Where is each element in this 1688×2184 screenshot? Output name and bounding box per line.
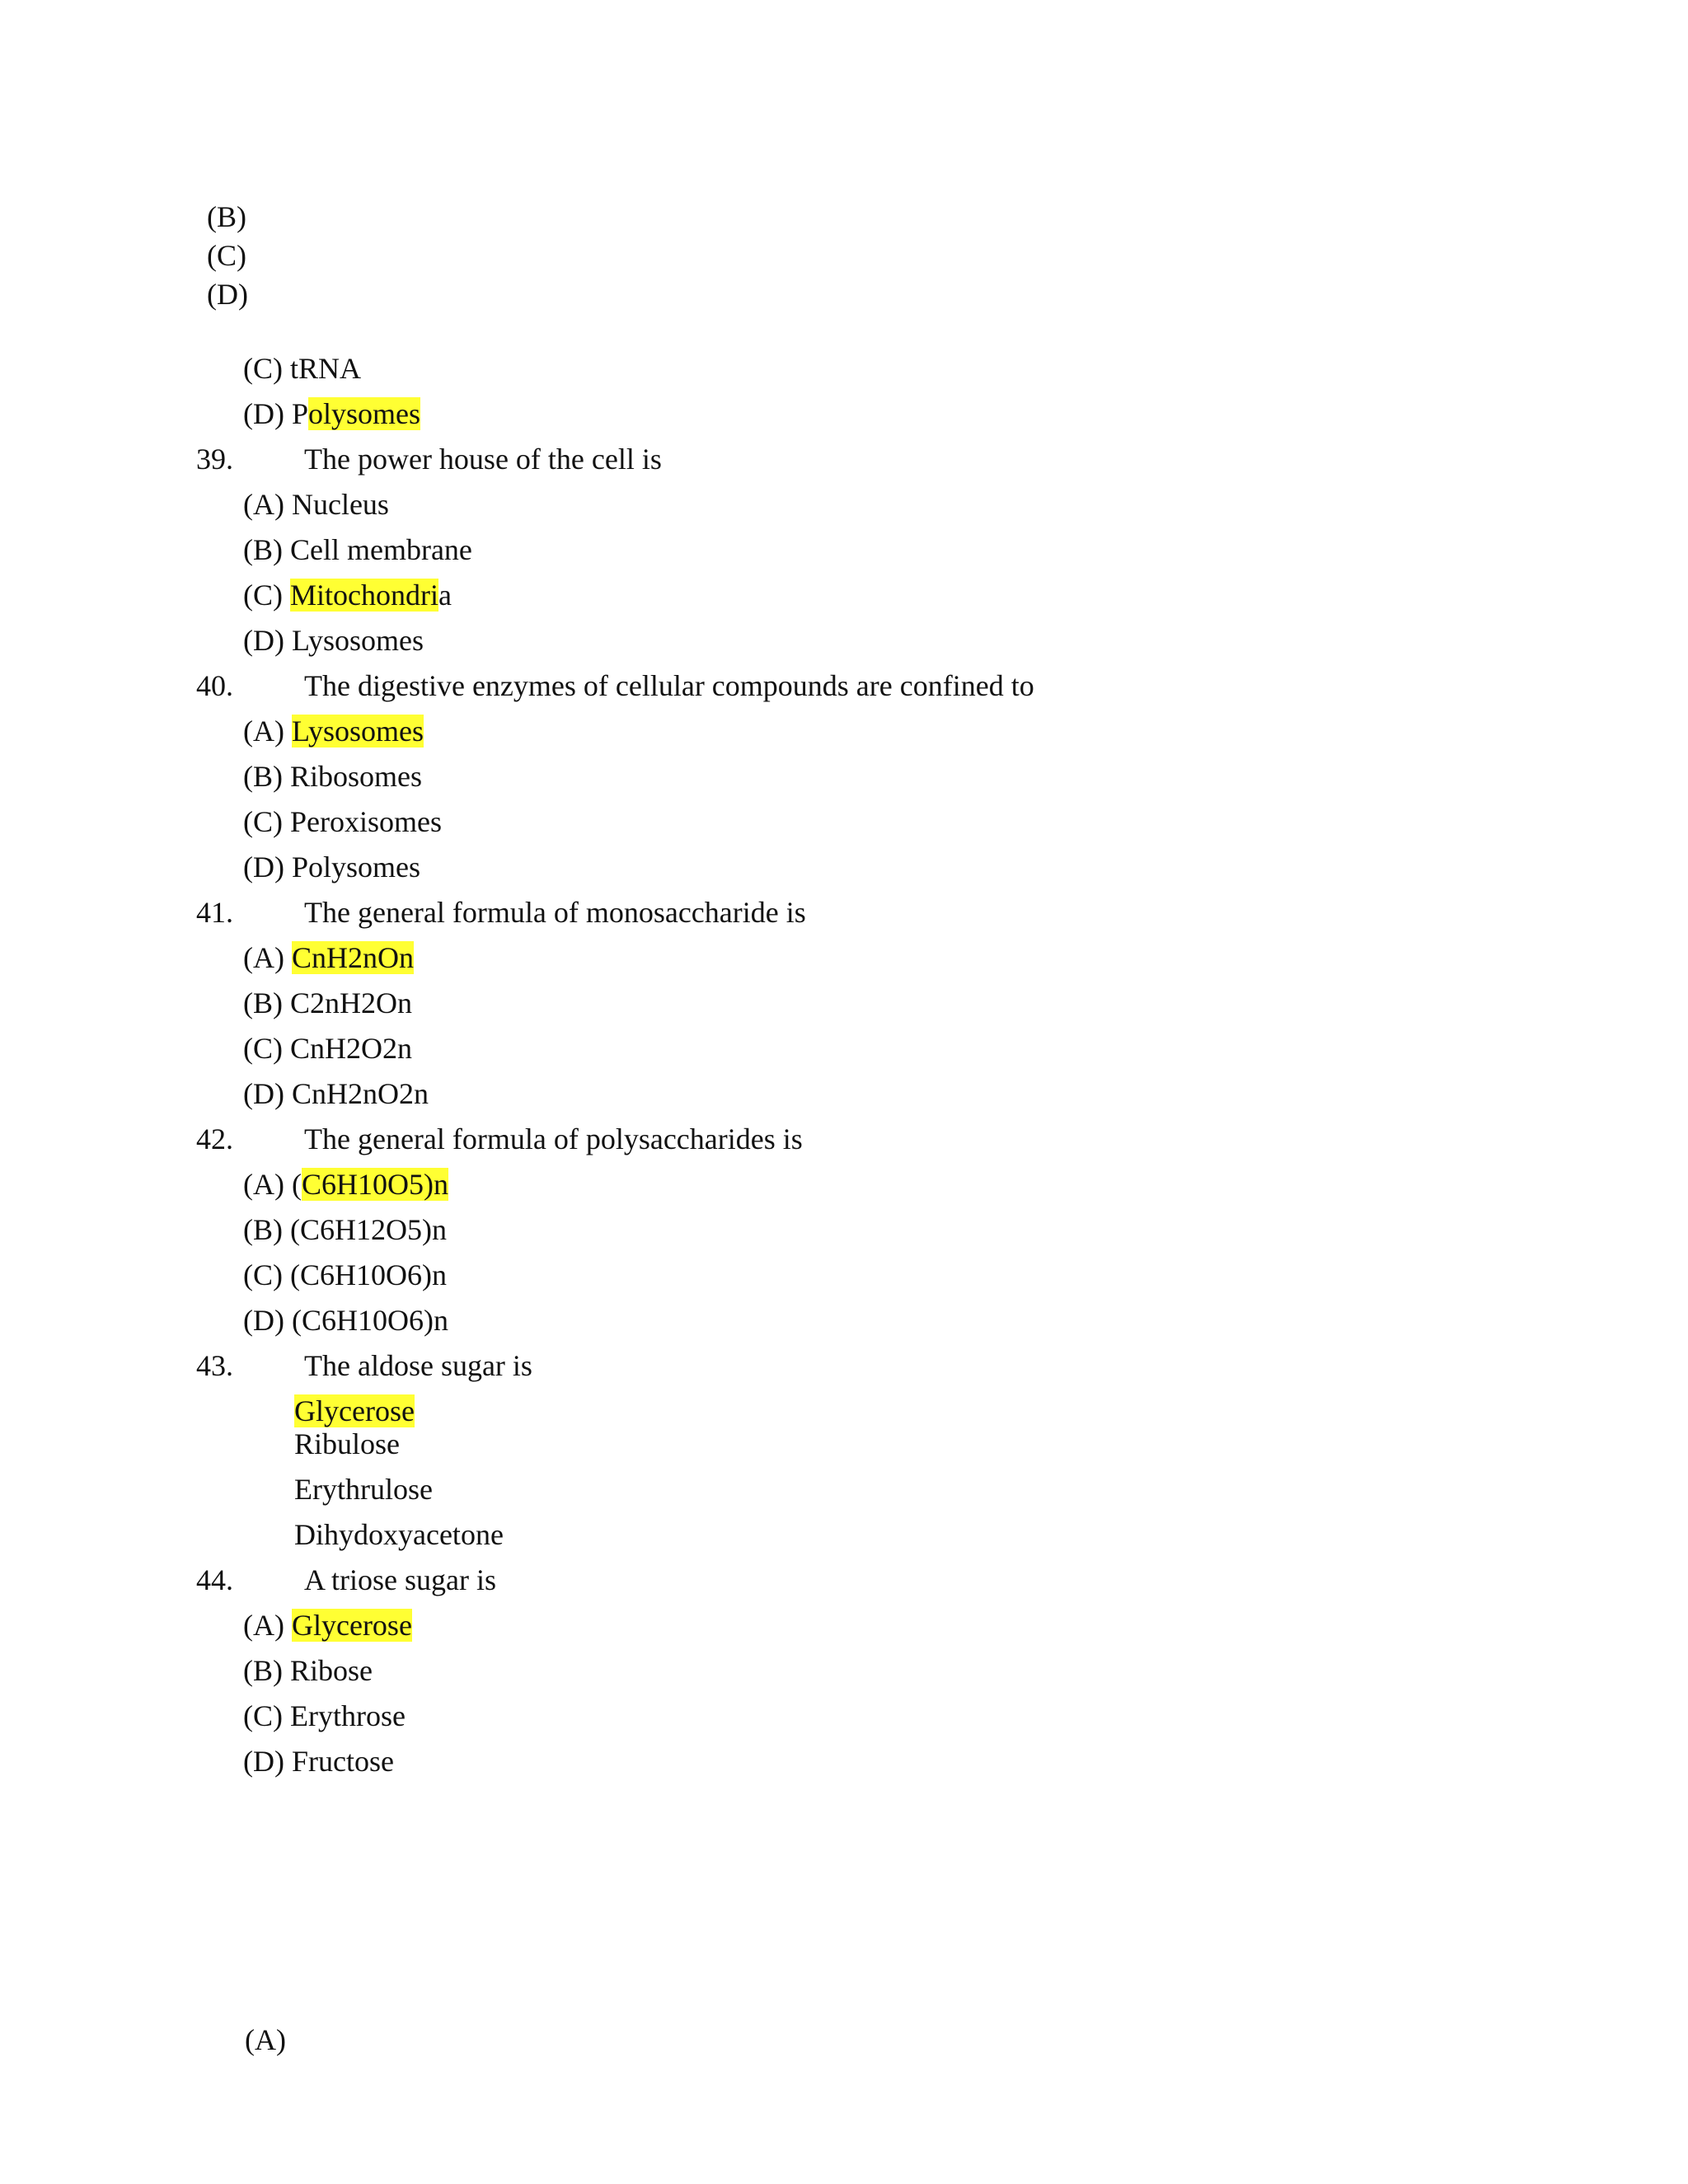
question-text: The digestive enzymes of cellular compounds are confined to [304,669,1034,702]
question-44 [196,1562,496,1598]
q44-option-d [243,1743,394,1779]
answer-highlight: Mitochondri [290,579,438,612]
option-prefix: (A) ( [243,1168,302,1201]
option-prefix: Dihydoxyacetone [294,1518,504,1551]
option-prefix: Erythrulose [294,1473,433,1506]
q39-option-c [243,577,452,613]
q40-option-c [243,804,442,840]
option-prefix: (A) [243,1609,292,1642]
question-text: The power house of the cell is [304,443,662,476]
question-number: 42. [196,1122,233,1155]
question-40 [196,668,1034,704]
question-number: 43. [196,1349,233,1382]
option-prefix: Ribulose [294,1427,401,1460]
option-prefix: (D) Lysosomes [243,624,424,657]
q44-option-c [243,1698,406,1734]
q43-option-1 [294,1393,415,1429]
q43-option-2 [294,1426,400,1462]
option-prefix: (B) Ribosomes [243,760,423,793]
q42-option-b [243,1212,447,1248]
q40-option-b [243,758,422,794]
question-text: The general formula of monosaccharide is [304,896,806,929]
q39-option-a [243,486,389,523]
question-number: 39. [196,443,233,476]
q42-option-d [243,1302,448,1338]
option-prefix: (C) CnH2O2n [243,1032,412,1065]
q38-option-c: (C) tRNA [243,352,361,385]
option-prefix: (B) C2nH2On [243,987,412,1019]
answer-highlight: Glycerose [291,1609,412,1642]
question-text: A triose sugar is [304,1563,496,1596]
option-prefix: (D) Fructose [243,1745,394,1778]
question-number: 41. [196,896,233,929]
question-42 [196,1121,803,1157]
question-number: 44. [196,1563,233,1596]
q42-option-c [243,1257,447,1293]
q44-option-a [243,1607,412,1643]
option-prefix: (C) (C6H10O6)n [243,1258,447,1291]
q43-option-4 [294,1516,504,1553]
option-prefix: (B) (C6H12O5)n [243,1213,447,1246]
q44-option-b [243,1652,373,1689]
stray-label-a: (A) [245,2023,286,2056]
option-prefix: (A) [243,715,292,748]
q40-option-a [243,713,424,749]
option-prefix: (B) Ribose [243,1654,373,1687]
stray-label-b: (B) [207,200,246,233]
option-prefix: (D) CnH2nO2n [243,1077,429,1110]
option-prefix: (D) P [243,397,308,430]
q40-option-d [243,849,420,885]
option-prefix: (A) Nucleus [243,488,389,521]
q38-option-d [243,396,420,432]
q39-option-d [243,622,424,658]
answer-highlight: CnH2nOn [291,941,414,974]
question-41 [196,894,806,930]
question-39 [196,441,662,477]
answer-highlight: Lysosomes [291,715,424,748]
q41-option-d [243,1076,429,1112]
q41-option-c [243,1030,412,1066]
option-prefix: (C) Peroxisomes [243,805,442,838]
question-text: The general formula of polysaccharides is [304,1122,803,1155]
q43-option-3 [294,1471,433,1507]
answer-highlight: C6H10O5)n [301,1168,448,1201]
stray-label-c: (C) [207,239,246,272]
option-prefix: (D) (C6H10O6)n [243,1304,448,1337]
question-text: The aldose sugar is [304,1349,532,1382]
q39-option-b [243,532,472,568]
option-prefix: (D) Polysomes [243,851,420,883]
option-prefix: (B) Cell membrane [243,533,472,566]
stray-label-d: (D) [207,278,248,311]
answer-highlight: olysomes [308,397,421,430]
question-43 [196,1347,532,1384]
option-prefix: (C) [243,579,290,612]
option-prefix: (C) Erythrose [243,1699,406,1732]
q42-option-a [243,1166,448,1202]
option-suffix: a [438,579,452,612]
option-prefix: (A) [243,941,292,974]
q41-option-a [243,940,414,976]
answer-highlight: Glycerose [294,1394,415,1427]
q41-option-b [243,985,412,1021]
question-number: 40. [196,669,233,702]
